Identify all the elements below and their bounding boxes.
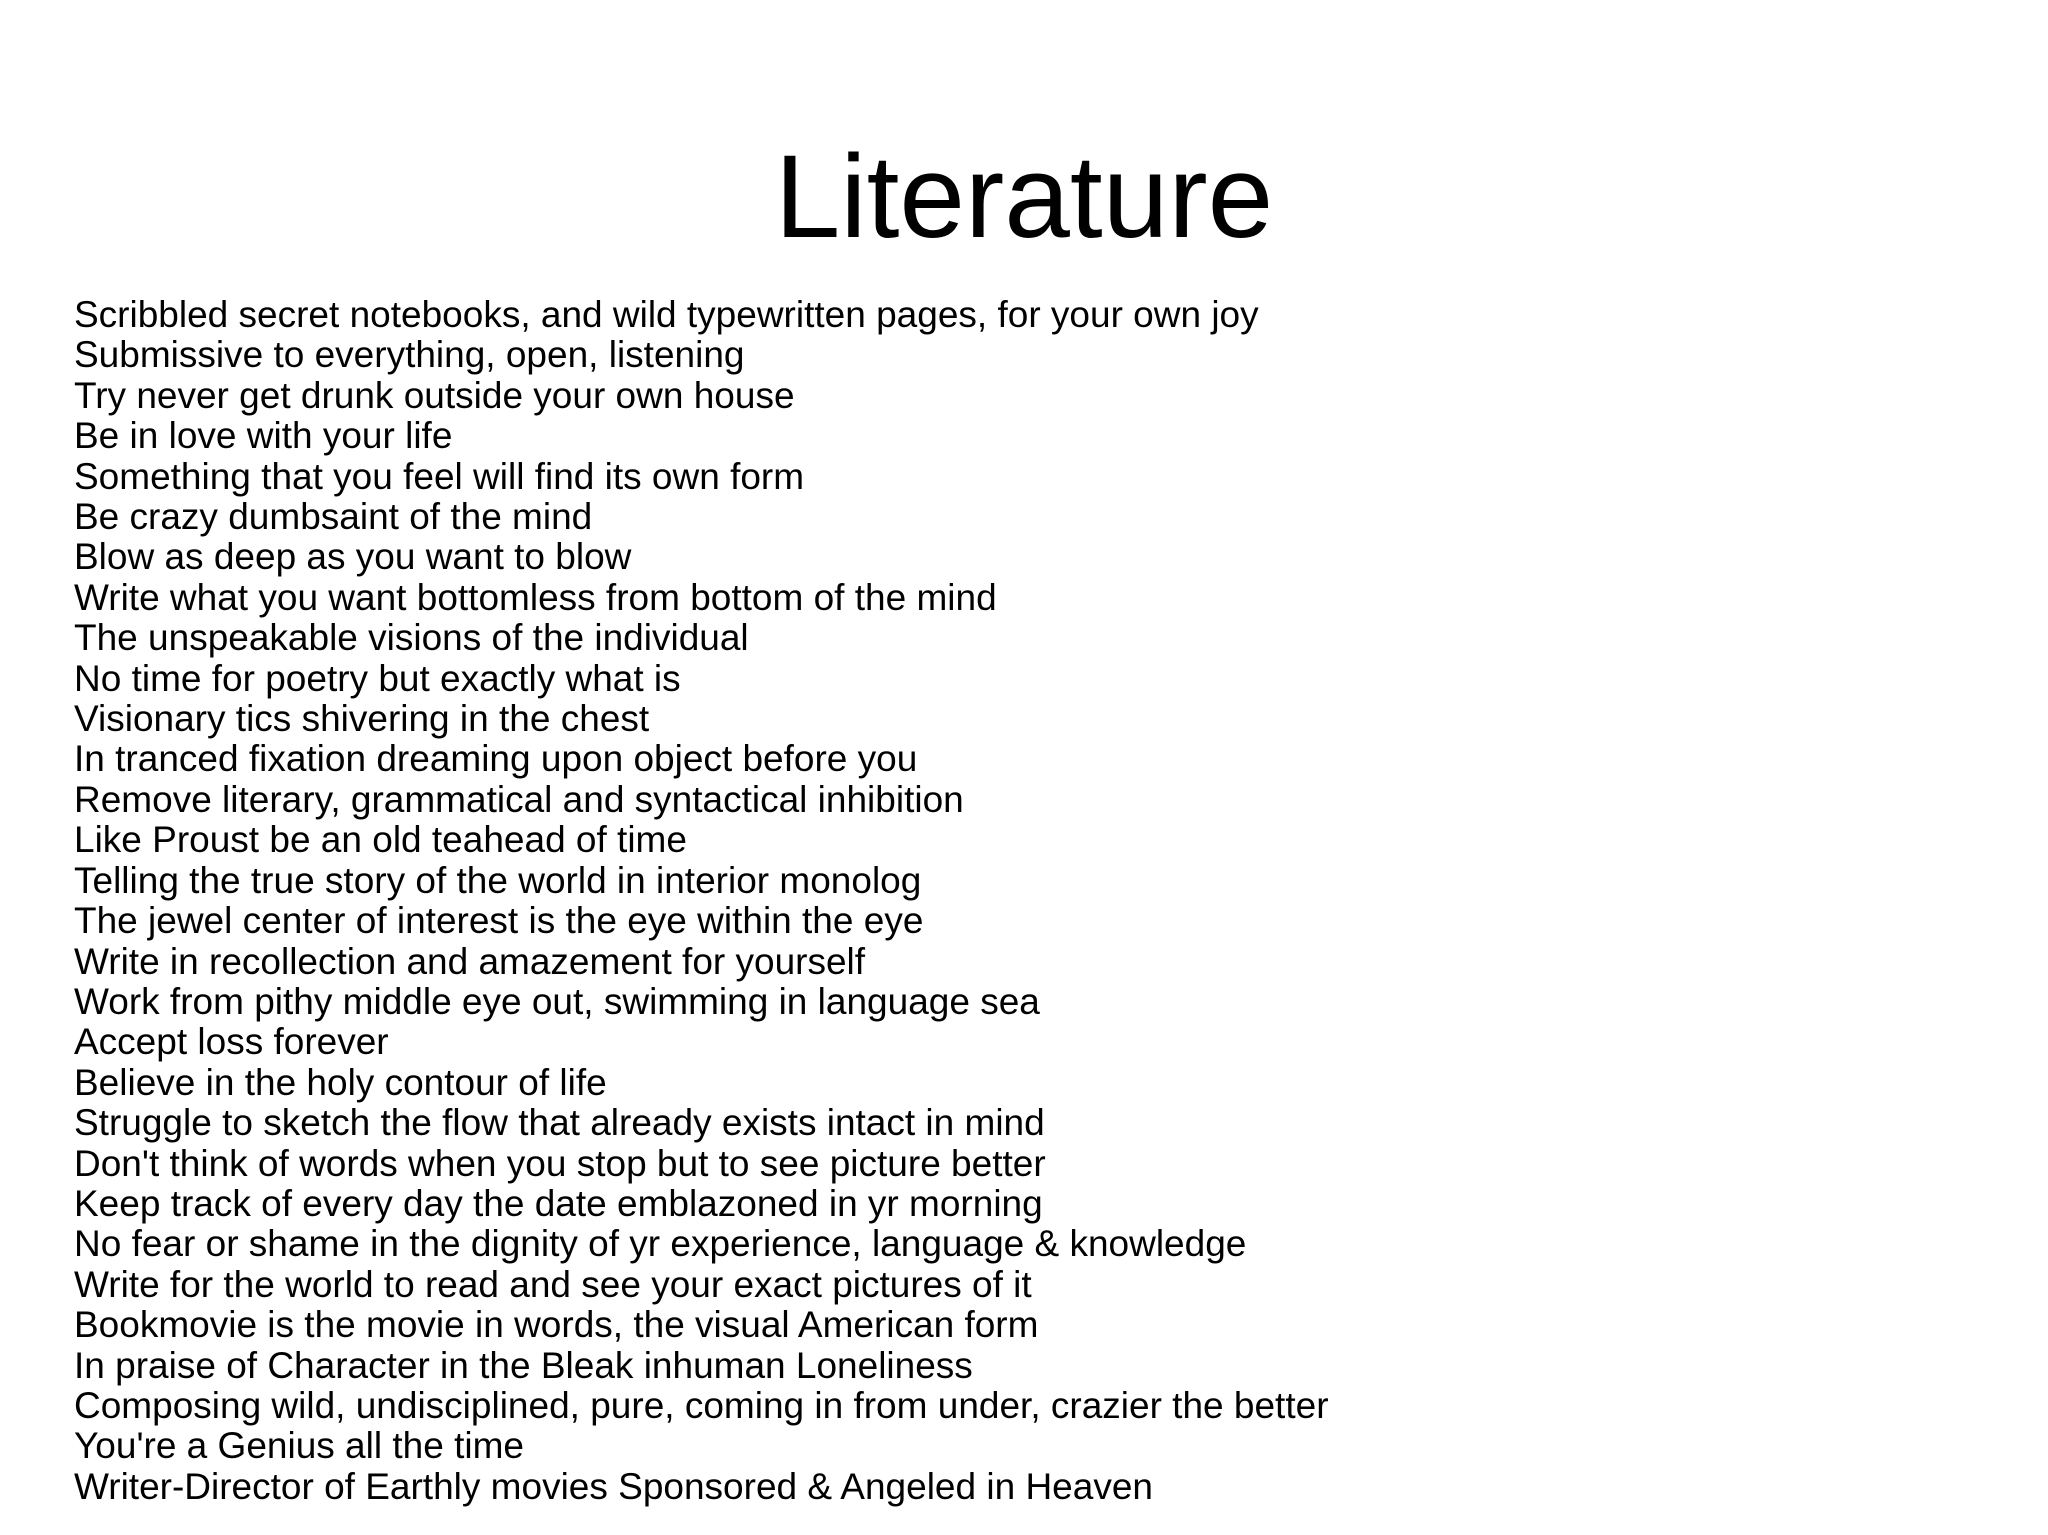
slide-title: Literature: [774, 131, 1274, 263]
text-line: Keep track of every day the date emblazoned in yr morning: [74, 1182, 1043, 1224]
text-line: Work from pithy middle eye out, swimming in language sea: [74, 980, 1040, 1022]
text-line: Like Proust be an old teahead of time: [74, 819, 687, 861]
text-line: No time for poetry but exactly what is: [74, 657, 681, 699]
text-line: Try never get drunk outside your own house: [74, 374, 795, 416]
text-line: Struggle to sketch the flow that already exists intact in mind: [74, 1102, 1045, 1144]
text-line: Something that you feel will find its own form: [74, 455, 805, 497]
text-line: The unspeakable visions of the individual: [74, 617, 749, 659]
text-line: No fear or shame in the dignity of yr experience, language & knowledge: [74, 1223, 1247, 1265]
text-line: Telling the true story of the world in interior monolog: [74, 859, 922, 901]
text-line: Be crazy dumbsaint of the mind: [74, 496, 593, 538]
text-lines: [74, 295, 1974, 1507]
text-line: Write in recollection and amazement for yourself: [74, 940, 866, 982]
text-line: Bookmovie is the movie in words, the visual American form: [74, 1304, 1039, 1346]
text-line: Don't think of words when you stop but to see picture better: [74, 1142, 1046, 1184]
text-line: Be in love with your life: [74, 415, 453, 457]
text-line: Visionary tics shivering in the chest: [74, 698, 650, 740]
text-line: Submissive to everything, open, listening: [74, 334, 745, 376]
text-line: Remove literary, grammatical and syntactical inhibition: [74, 778, 964, 820]
text-line: Writer-Director of Earthly movies Sponsored & Angeled in Heaven: [74, 1465, 1153, 1507]
text-line: Accept loss forever: [74, 1021, 389, 1063]
text-line: The jewel center of interest is the eye within the eye: [74, 900, 924, 942]
text-line: You're a Genius all the time: [74, 1425, 524, 1467]
text-line: In praise of Character in the Bleak inhuman Loneliness: [74, 1344, 973, 1386]
text-line: In tranced fixation dreaming upon object before you: [74, 738, 918, 780]
text-line: Blow as deep as you want to blow: [74, 536, 632, 578]
text-line: Composing wild, undisciplined, pure, coming in from under, crazier the better: [74, 1384, 1329, 1426]
text-line: Believe in the holy contour of life: [74, 1061, 607, 1103]
text-line: Write for the world to read and see your exact pictures of it: [74, 1263, 1032, 1305]
text-line: Scribbled secret notebooks, and wild typewritten pages, for your own joy: [74, 294, 1259, 335]
text-line: Write what you want bottomless from bottom of the mind: [74, 576, 997, 618]
